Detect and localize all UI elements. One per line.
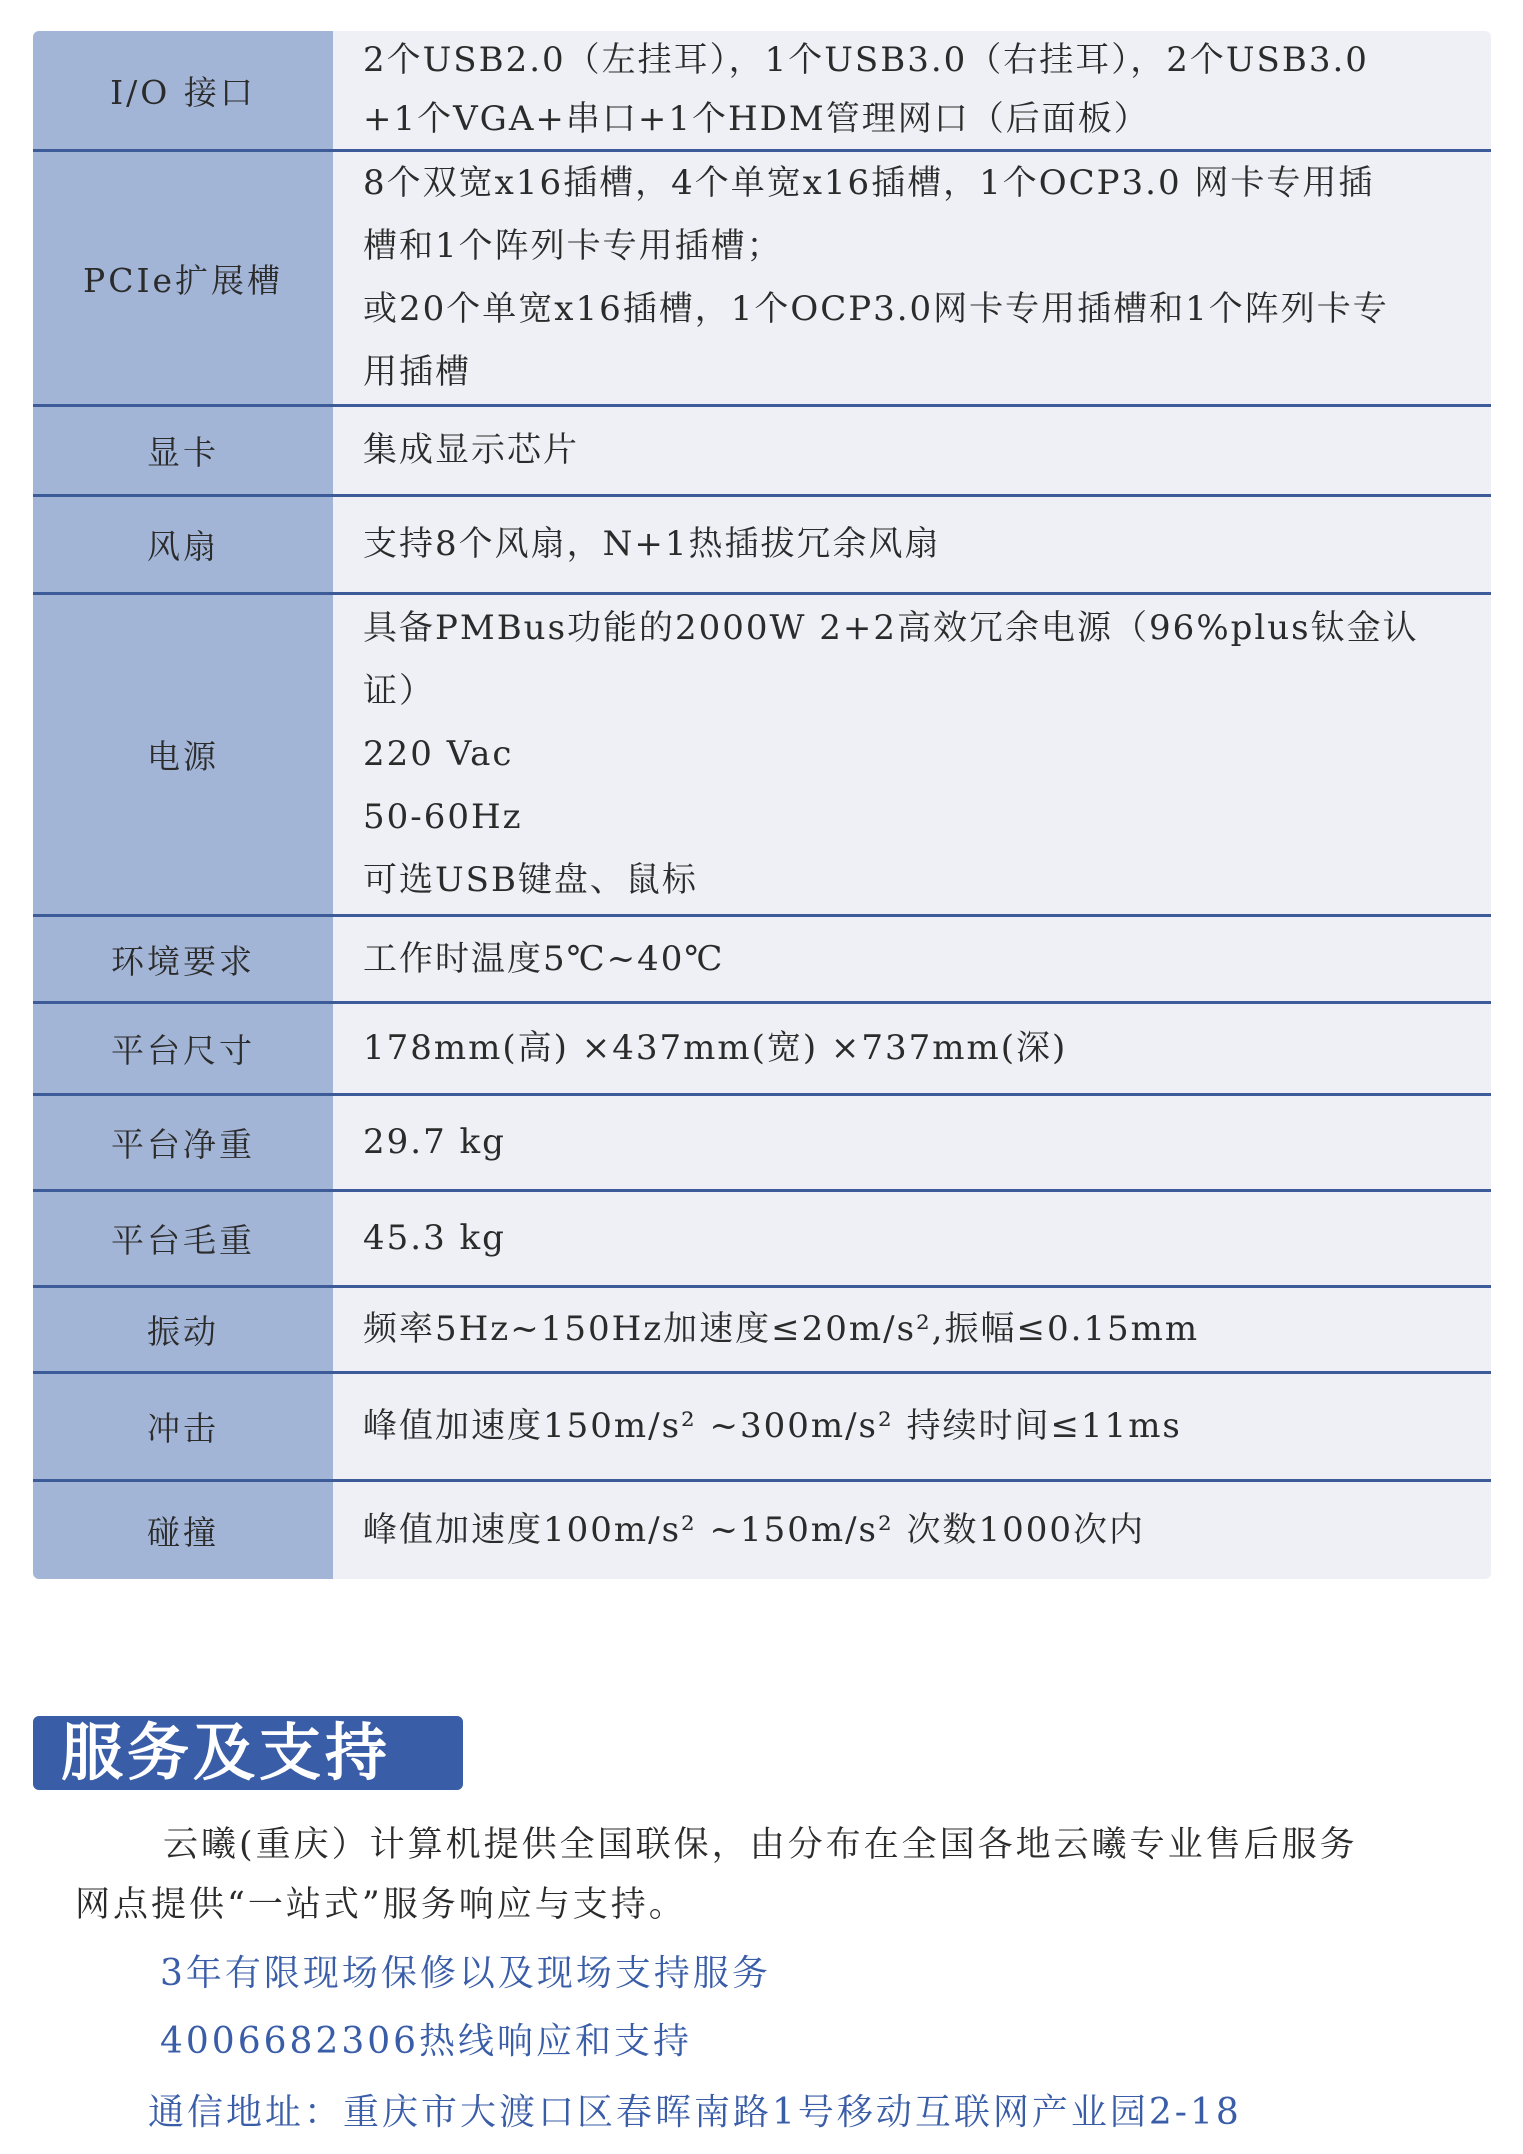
section-title: 服务及支持	[33, 1716, 463, 1790]
spec-row-collision	[33, 1481, 1491, 1579]
spec-row-gross-weight	[33, 1191, 1491, 1287]
spec-value	[333, 1481, 1491, 1579]
spec-row-dimensions	[33, 1003, 1491, 1095]
spec-value-line: 2个USB2.0（左挂耳），1个USB3.0（右挂耳），2个USB3.0	[363, 40, 1369, 80]
spec-value-line: 集成显示芯片	[363, 430, 579, 470]
spec-row-environment	[33, 916, 1491, 1003]
spec-value-line: 工作时温度5℃~40℃	[363, 938, 725, 979]
spec-label: PCIe扩展槽	[33, 151, 333, 406]
spec-row-shock	[33, 1373, 1491, 1481]
spec-table	[33, 31, 1491, 1579]
service-intro-line: 云曦(重庆）计算机提供全国联保，由分布在全国各地云曦专业售后服务	[163, 1825, 1358, 1865]
warranty-highlight: 3年有限现场保修以及现场支持服务	[160, 1953, 771, 1994]
spec-value	[333, 1287, 1491, 1373]
spec-row-gpu	[33, 406, 1491, 496]
spec-label: 环境要求	[33, 916, 333, 1003]
spec-value	[333, 496, 1491, 594]
spec-value	[333, 1191, 1491, 1287]
spec-value-line: 或20个单宽x16插槽，1个OCP3.0网卡专用插槽和1个阵列卡专	[363, 289, 1389, 329]
spec-value	[333, 31, 1491, 151]
spec-label: 冲击	[33, 1373, 333, 1481]
spec-value-line: 峰值加速度150m/s² ~300m/s² 持续时间≤11ms	[363, 1406, 1182, 1446]
spec-value	[333, 151, 1491, 406]
spec-label: 平台毛重	[33, 1191, 333, 1287]
spec-value-line: 45.3 kg	[363, 1218, 506, 1258]
spec-row-vibration	[33, 1287, 1491, 1373]
spec-row-power	[33, 594, 1491, 916]
spec-label: 风扇	[33, 496, 333, 594]
spec-value-line: 频率5Hz~150Hz加速度≤20m/s²,振幅≤0.15mm	[363, 1309, 1200, 1349]
spec-label: I/O 接口	[33, 31, 333, 151]
spec-value-line: 8个双宽x16插槽，4个单宽x16插槽，1个OCP3.0 网卡专用插	[363, 163, 1375, 203]
contact-address: 通信地址：重庆市大渡口区春晖南路1号移动互联网产业园2-18	[148, 2092, 1242, 2133]
spec-row-io	[33, 31, 1491, 151]
spec-label: 振动	[33, 1287, 333, 1373]
spec-label: 电源	[33, 594, 333, 916]
spec-value-line: 29.7 kg	[363, 1122, 506, 1162]
hotline-highlight: 4006682306热线响应和支持	[160, 2021, 693, 2062]
spec-value	[333, 1095, 1491, 1191]
service-intro	[75, 1815, 1475, 1935]
spec-value	[333, 406, 1491, 496]
spec-value-line: 220 Vac	[363, 734, 514, 774]
spec-value-line: +1个VGA+串口+1个HDM管理网口（后面板）	[363, 99, 1150, 139]
spec-value-line: 槽和1个阵列卡专用插槽；	[363, 226, 783, 266]
spec-value	[333, 1373, 1491, 1481]
spec-label: 平台净重	[33, 1095, 333, 1191]
spec-label: 平台尺寸	[33, 1003, 333, 1095]
spec-label: 显卡	[33, 406, 333, 496]
spec-row-pcie	[33, 151, 1491, 406]
spec-row-net-weight	[33, 1095, 1491, 1191]
service-intro-line: 网点提供“一站式”服务响应与支持。	[75, 1885, 687, 1925]
spec-value-line: 50-60Hz	[363, 797, 523, 837]
spec-value-line: 峰值加速度100m/s² ~150m/s² 次数1000次内	[363, 1509, 1145, 1550]
spec-label: 碰撞	[33, 1481, 333, 1579]
spec-value	[333, 594, 1491, 916]
spec-value-line: 用插槽	[363, 352, 471, 392]
spec-value-line: 可选USB键盘、鼠标	[363, 860, 698, 900]
spec-value	[333, 1003, 1491, 1095]
spec-value-line: 证）	[363, 671, 435, 711]
spec-value-line: 178mm(高) ×437mm(宽) ×737mm(深)	[363, 1028, 1068, 1068]
spec-value-line: 具备PMBus功能的2000W 2+2高效冗余电源（96%plus钛金认	[363, 608, 1419, 648]
spec-value-line: 支持8个风扇，N+1热插拔冗余风扇	[363, 524, 941, 564]
spec-value	[333, 916, 1491, 1003]
spec-row-fan	[33, 496, 1491, 594]
